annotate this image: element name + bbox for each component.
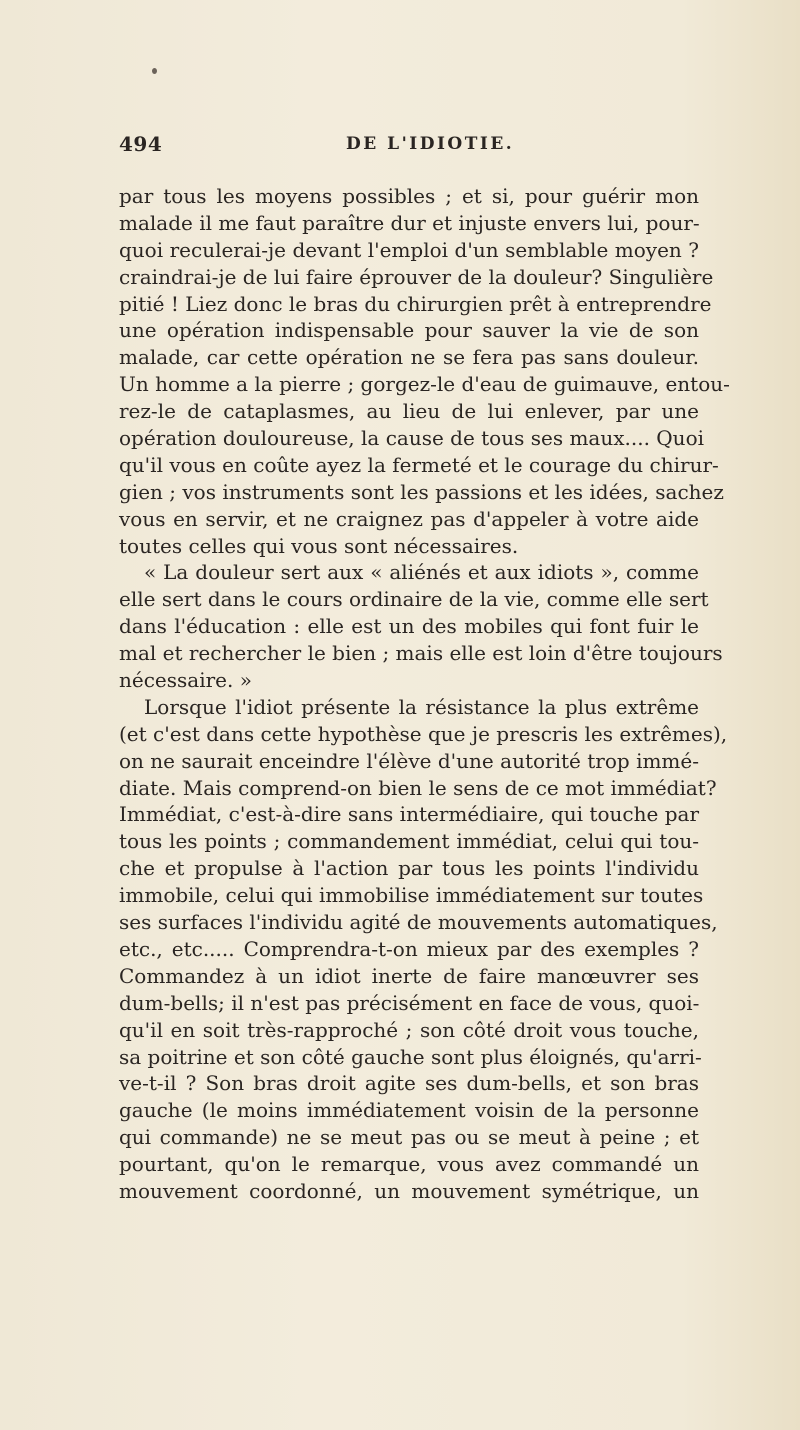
text-line: par tous les moyens possibles ; et si, pour guérir mon — [119, 184, 699, 208]
text-line: craindrai-je de lui faire éprouver de la douleur? Singulière — [119, 264, 714, 289]
running-title: DE L'IDIOTIE. — [346, 134, 515, 154]
body-text — [119, 183, 730, 1205]
text-line: vous en servir, et ne craignez pas d'appeler à votre aide — [119, 506, 699, 531]
paragraph — [119, 694, 728, 1205]
text-line: nécessaire. » — [119, 668, 252, 693]
text-line: malade, car cette opération ne se fera pas sans douleur. — [119, 345, 699, 370]
text-line: dans l'éducation : elle est un des mobiles qui font fuir le — [119, 614, 699, 639]
text-line: Un homme a la pierre ; gorgez-le d'eau de guimauve, entou- — [119, 372, 730, 397]
text-line: mouvement coordonné, un mouvement symétrique, un — [119, 1178, 699, 1203]
text-line: pitié ! Liez donc le bras du chirurgien prêt à entreprendre — [119, 291, 712, 316]
page-number: 494 — [119, 132, 163, 156]
text-line: pourtant, qu'on le remarque, vous avez commandé un — [119, 1152, 699, 1177]
text-line: diate. Mais comprend-on bien le sens de ce mot immédiat? — [119, 775, 717, 800]
text-line: toutes celles qui vous sont nécessaires. — [119, 533, 519, 558]
text-line: Commandez à un idiot inerte de faire manœuvrer ses — [119, 963, 699, 988]
paragraph — [119, 183, 730, 559]
text-line: dum-bells; il n'est pas précisément en face de vous, quoi- — [119, 990, 700, 1015]
text-line: qu'il en soit très-rapproché ; son côté droit vous touche, — [119, 1017, 699, 1042]
text-line: ses surfaces l'individu agité de mouvements automatiques, — [119, 910, 718, 935]
text-line: che et propulse à l'action par tous les points l'individu — [119, 856, 699, 881]
text-line: (et c'est dans cette hypothèse que je prescris les extrêmes), — [119, 721, 728, 746]
text-line: etc., etc..... Comprendra-t-on mieux par des exemples ? — [119, 936, 699, 961]
text-line: gauche (le moins immédiatement voisin de la personne — [119, 1098, 699, 1123]
text-line: rez-le de cataplasmes, au lieu de lui enlever, par une — [119, 399, 699, 424]
text-line: mal et rechercher le bien ; mais elle est loin d'être toujours — [119, 641, 723, 666]
ink-spot — [152, 68, 157, 74]
text-line: quoi reculerai-je devant l'emploi d'un semblable moyen ? — [119, 237, 699, 262]
text-line: on ne saurait enceindre l'élève d'une autorité trop immé- — [119, 748, 699, 773]
text-line: malade il me faut paraître dur et injuste envers lui, pour- — [119, 210, 700, 235]
text-line: tous les points ; commandement immédiat, celui qui tou- — [119, 829, 699, 854]
text-line: une opération indispensable pour sauver la vie de son — [119, 318, 699, 343]
page-header — [119, 132, 719, 162]
text-line: opération douloureuse, la cause de tous ses maux.... Quoi — [119, 426, 704, 451]
text-line: qu'il vous en coûte ayez la fermeté et le courage du chirur- — [119, 452, 719, 477]
text-line: immobile, celui qui immobilise immédiatement sur toutes — [119, 883, 704, 908]
text-line: ve-t-il ? Son bras droit agite ses dum-bells, et son bras — [119, 1071, 699, 1096]
paragraph — [119, 559, 723, 693]
text-line: Immédiat, c'est-à-dire sans intermédiaire, qui touche par — [119, 802, 699, 827]
text-line: sa poitrine et son côté gauche sont plus éloignés, qu'arri- — [119, 1044, 702, 1069]
text-line: Lorsque l'idiot présente la résistance la plus extrême — [144, 694, 699, 719]
text-line: elle sert dans le cours ordinaire de la vie, comme elle sert — [119, 587, 709, 612]
text-line: « La douleur sert aux « aliénés et aux idiots », comme — [144, 560, 699, 585]
text-line: gien ; vos instruments sont les passions et les idées, sachez — [119, 479, 724, 504]
text-line: qui commande) ne se meut pas ou se meut à peine ; et — [119, 1125, 699, 1150]
